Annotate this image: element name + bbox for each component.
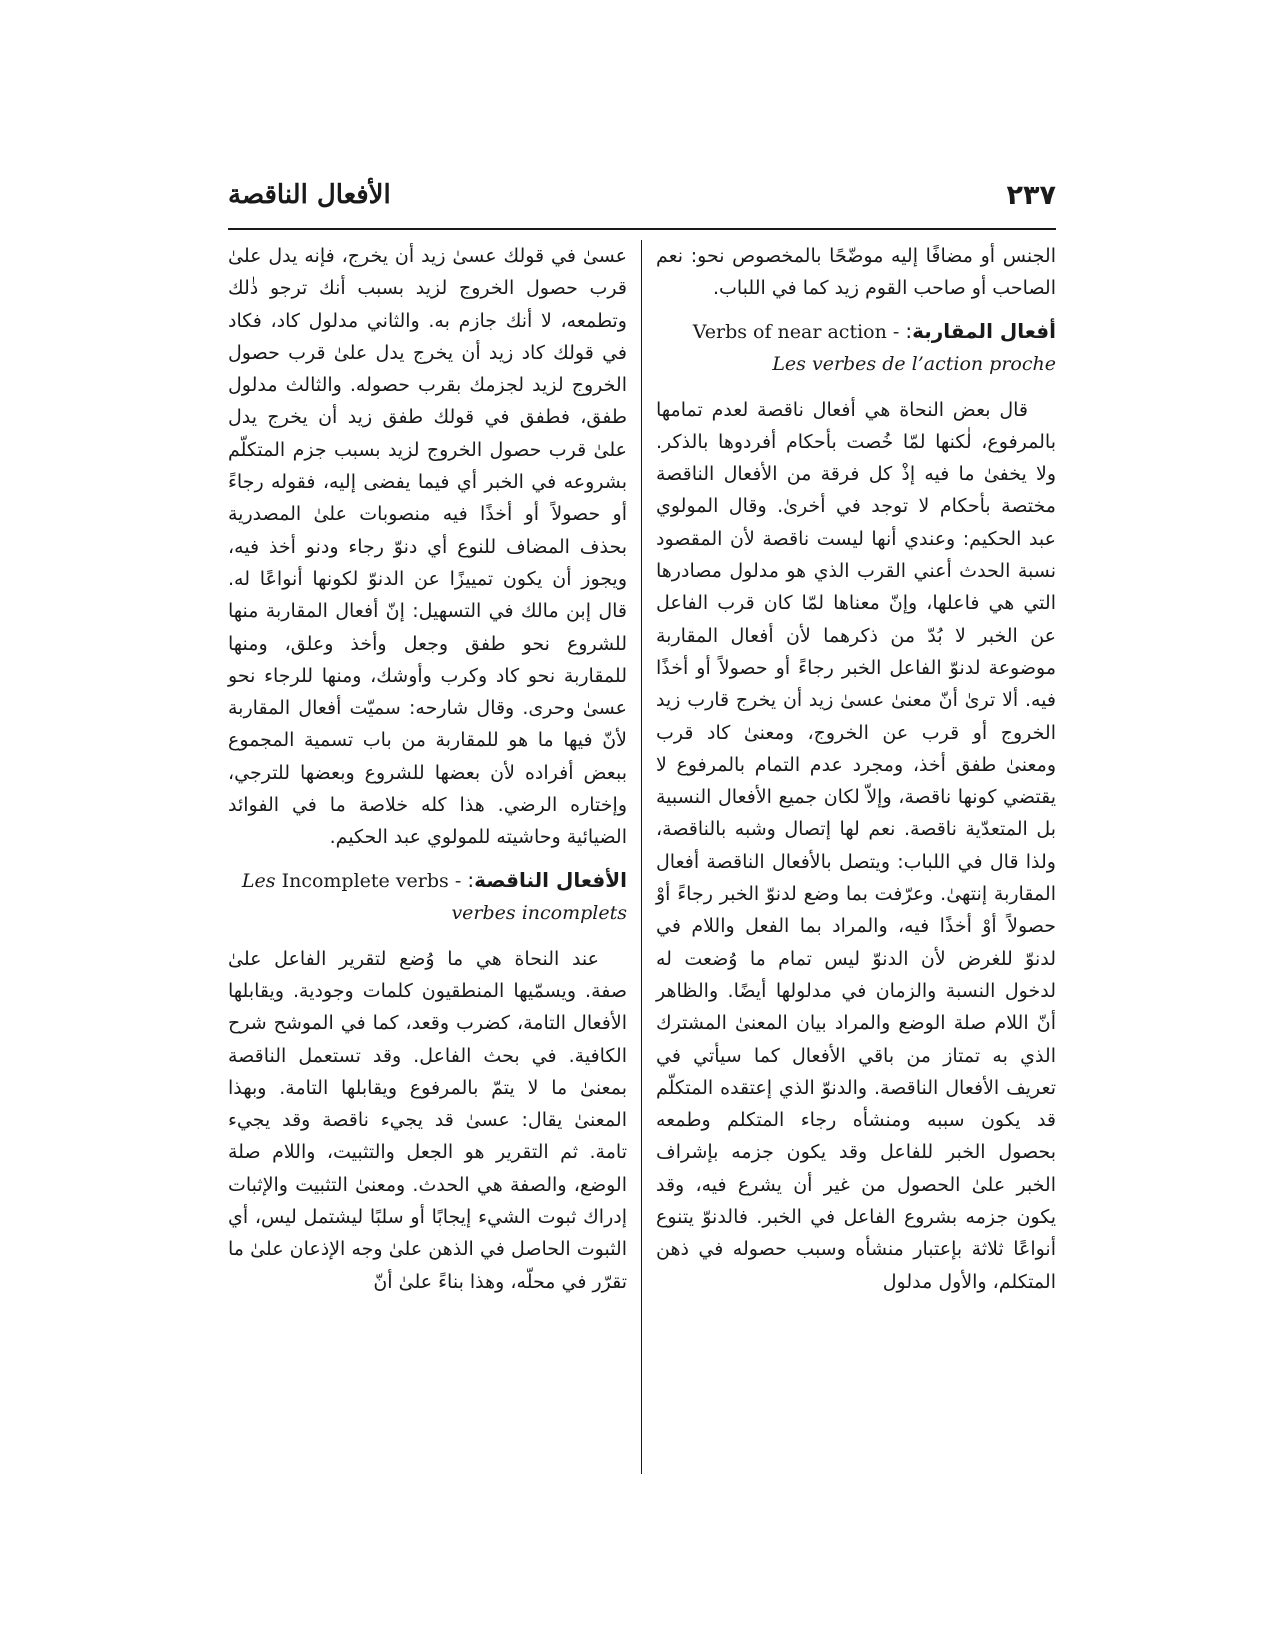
left-column [228,240,627,1298]
entry-term: الأفعال الناقصة [474,867,627,892]
running-title: الأفعال الناقصة [228,180,391,210]
entry-colon: : [905,318,913,343]
entry-term: أفعال المقاربة [912,318,1056,343]
entry-colon: : [467,867,475,892]
continued-paragraph: الجنس أو مضافًا إليه موضّحًا بالمخصوص نحو: نعم الصاحب أو صاحب القوم زيد كما في اللباب. [656,245,1056,300]
right-column [656,240,1056,1298]
page-number: ٢٣٧ [1006,180,1056,211]
continued-paragraph: عسىٰ في قولك عسىٰ زيد أن يخرج، فإنه يدل علىٰ قرب حصول الخروج لزيد بسبب أنك ترجو ذٰلك وتطمعه، لا أنك جازم به. والثاني مدلول كاد، فكاد في قولك كاد زيد أن يخرج يدل علىٰ قرب حصول الخروج لزيد لجزمك بقرب حصوله. والثالث مدلول طفق، فطفق في قولك طفق زيد أن يخرج يدل علىٰ قرب حصول الخروج لزيد بسبب جزم المتكلّم بشروعه في الخبر أي فيما يفضى إليه، فقوله رجاءً أو حصولاً أو أخذًا فيه منصوبات علىٰ المصدرية بحذف المضاف للنوع أي دنوّ رجاء ودنو أخذ فيه، ويجوز أن يكون تمييزًا عن الدنوّ لكونها أنواعًا له. قال إبن مالك في التسهيل: إنّ أفعال المقاربة منها للشروع نحو طفق وجعل وأخذ وعلق، ومنها للمقاربة نحو كاد وكرب وأوشك، ومنها للرجاء نحو عسىٰ وحرى. وقال شارحه: سميّت أفعال المقاربة لأنّ فيها ما هو للمقاربة من باب تسمية المجموع ببعض أفراده لأن بعضها للشروع وبعضها للترجي، وإختاره الرضي. هذا كله خلاصة ما في الفوائد الضيائية وحاشيته للمولوي عبد الحكيم. [228,245,627,849]
entry-body: قال بعض النحاة هي أفعال ناقصة لعدم تمامها بالمرفوع، لٰكنها لمّا خُصت بأحكام أفردوها بالذكر. ولا يخفىٰ ما فيه إذْ كل فرقة من الأفعال الناقصة مختصة بأحكام لا توجد في أخرىٰ. وقال المولوي عبد الحكيم: وعندي أنها ليست ناقصة لأن المقصود نسبة الحدث أعني القرب الذي هو مدلول مصادرها التي هي فاعلها، وإنّ معناها لمّا كان قرب الفاعل عن الخبر لا بُدّ من ذكرهما لأن أفعال المقاربة موضوعة لدنوّ الفاعل الخبر رجاءً أو حصولاً أو أخذًا فيه. ألا ترىٰ أنّ معنىٰ عسىٰ زيد أن يخرج قارب زيد الخروج أو قرب عن الخروج، ومعنىٰ كاد قرب ومعنىٰ طفق أخذ، ومجرد عدم التمام بالمرفوع لا يقتضي كونها ناقصة، وإلاّ لكان جميع الأفعال النسبية بل المتعدّية ناقصة. نعم لها إتصال وشبه بالناقصة، ولذا قال في اللباب: ويتصل بالأفعال الناقصة أفعال المقاربة إنتهىٰ. وعرّفت بما وضع لدنوّ الخبر رجاءً أوْ حصولاً أوْ أخذًا فيه، والمراد بما الفعل واللام في لدنوّ للغرض لأن الدنوّ ليس تمام ما وُضعت له لدخول النسبة والزمان في مدلولها أيضًا. والظاهر أنّ اللام صلة الوضع والمراد بيان المعنىٰ المشترك الذي به تمتاز من باقي الأفعال كما سيأتي في تعريف الأفعال الناقصة. والدنوّ الذي إعتقده المتكلّم قد يكون سببه ومنشأه رجاء المتكلم وطمعه بحصول الخبر للفاعل وقد يكون جزمه بإشراف الخبر علىٰ الحصول من غير أن يشرع فيه، وقد يكون جزمه بشروع الفاعل في الخبر. فالدنوّ يتنوع أنواعًا ثلاثة بإعتبار منشأه وسبب حصوله في ذهن المتكلم، والأول مدلول [656,398,1056,1293]
running-head [228,180,1056,216]
entry-gloss-english: Incomplete verbs - [281,869,462,892]
entry-body: عند النحاة هي ما وُضع لتقرير الفاعل علىٰ صفة. ويسمّيها المنطقيون كلمات وجودية. ويقابلها الأفعال التامة، كضرب وقعد، كما في الموشح شرح الكافية. في بحث الفاعل. وقد تستعمل الناقصة بمعنىٰ ما لا يتمّ بالمرفوع ويقابلها التامة. وبهذا المعنىٰ يقال: عسىٰ قد يجيء ناقصة وقد يجيء تامة. ثم التقرير هو الجعل والتثبيت، واللام صلة الوضع، والصفة هي الحدث. ومعنىٰ التثبيت والإثبات إدراك ثبوت الشيء إيجابًا أو سلبًا ليشتمل ليس، أي الثبوت الحاصل في الذهن علىٰ وجه الإذعان علىٰ ما تقرّر في محلّه، وهذا بناءً علىٰ أنّ [228,947,627,1293]
entry-gloss-french-start: Les [241,869,276,892]
entry-heading-verbs-of-near-action [656,315,1056,380]
entry-heading-incomplete-verbs [228,864,627,929]
entry-gloss-french: Les verbes de l’action proche [772,352,1056,375]
entry-gloss-english: Verbs of near action - [692,320,900,343]
entry-gloss-french-end: verbes incomplets [451,901,627,924]
column-divider [641,240,642,1474]
header-rule [228,228,1056,230]
